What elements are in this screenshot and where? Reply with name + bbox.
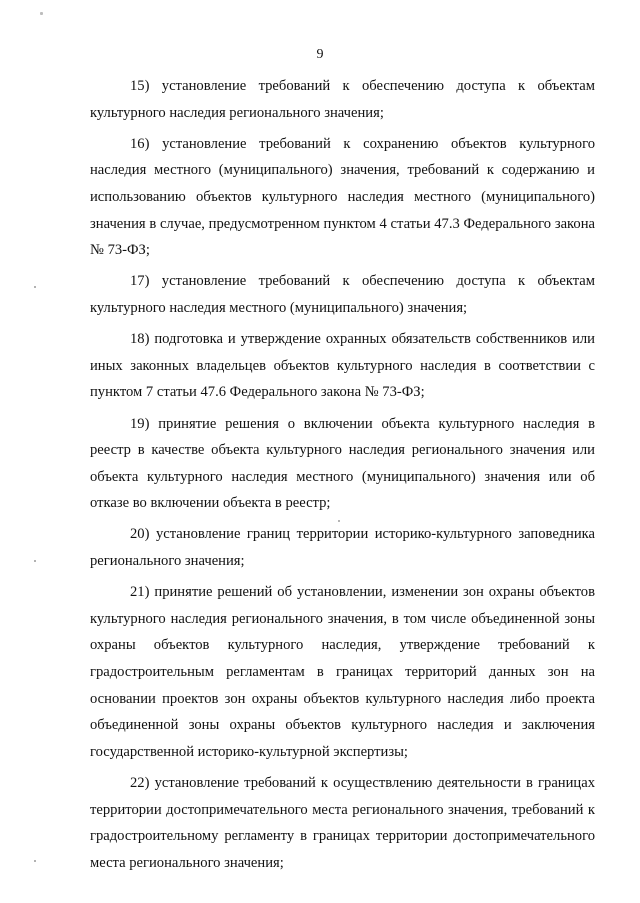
paragraph-19: 19) принятие решения о включении объекта культурного наследия в реестр в качестве объекта культурного наследия регионального значения или объекта культурного наследия местного (муниципального) значения или об отказе во включении объекта в реестр; [90, 415, 595, 512]
scan-artifact [34, 860, 36, 862]
page-number: 9 [316, 47, 324, 62]
paragraph-21: 21) принятие решений об установлении, изменении зон охраны объектов культурного наследия регионального значения, в том числе объединенной зоны охраны объектов культурного наследия, утверждение требований к градостроительным регламентам в границах территорий данных зон на основании проектов зон охраны объектов культурного наследия либо проекта объединенной зоны охраны объектов культурного наследия и заключения государственной историко-культурной экспертизы; [90, 584, 595, 760]
scan-artifact [40, 12, 43, 15]
paragraph-15: 15) установление требований к обеспечению доступа к объектам культурного наследия регионального значения; [90, 78, 595, 121]
paragraph-18: 18) подготовка и утверждение охранных обязательств собственников или иных законных владельцев объектов культурного наследия в соответствии с пунктом 7 статьи 47.6 Федерального закона № 73-ФЗ; [90, 331, 595, 401]
paragraph-17: 17) установление требований к обеспечению доступа к объектам культурного наследия местного (муниципального) значения; [90, 273, 595, 316]
paragraph-22: 22) установление требований к осуществлению деятельности в границах территории достопримечательного места регионального значения, требований к градостроительному регламенту в границах территории достопримечательного места регионального значения; [90, 775, 595, 871]
document-body [90, 73, 595, 881]
paragraph-16: 16) установление требований к сохранению объектов культурного наследия местного (муниципального) значения, требований к содержанию и использованию объектов культурного наследия местного (муниципального) значения в случае, предусмотренном пунктом 4 статьи 47.3 Федерального закона № 73-ФЗ; [90, 135, 595, 259]
paragraph-20: 20) установление границ территории историко-культурного заповедника регионального значения; [90, 526, 595, 570]
scan-artifact [34, 560, 36, 562]
scan-artifact [34, 286, 36, 288]
